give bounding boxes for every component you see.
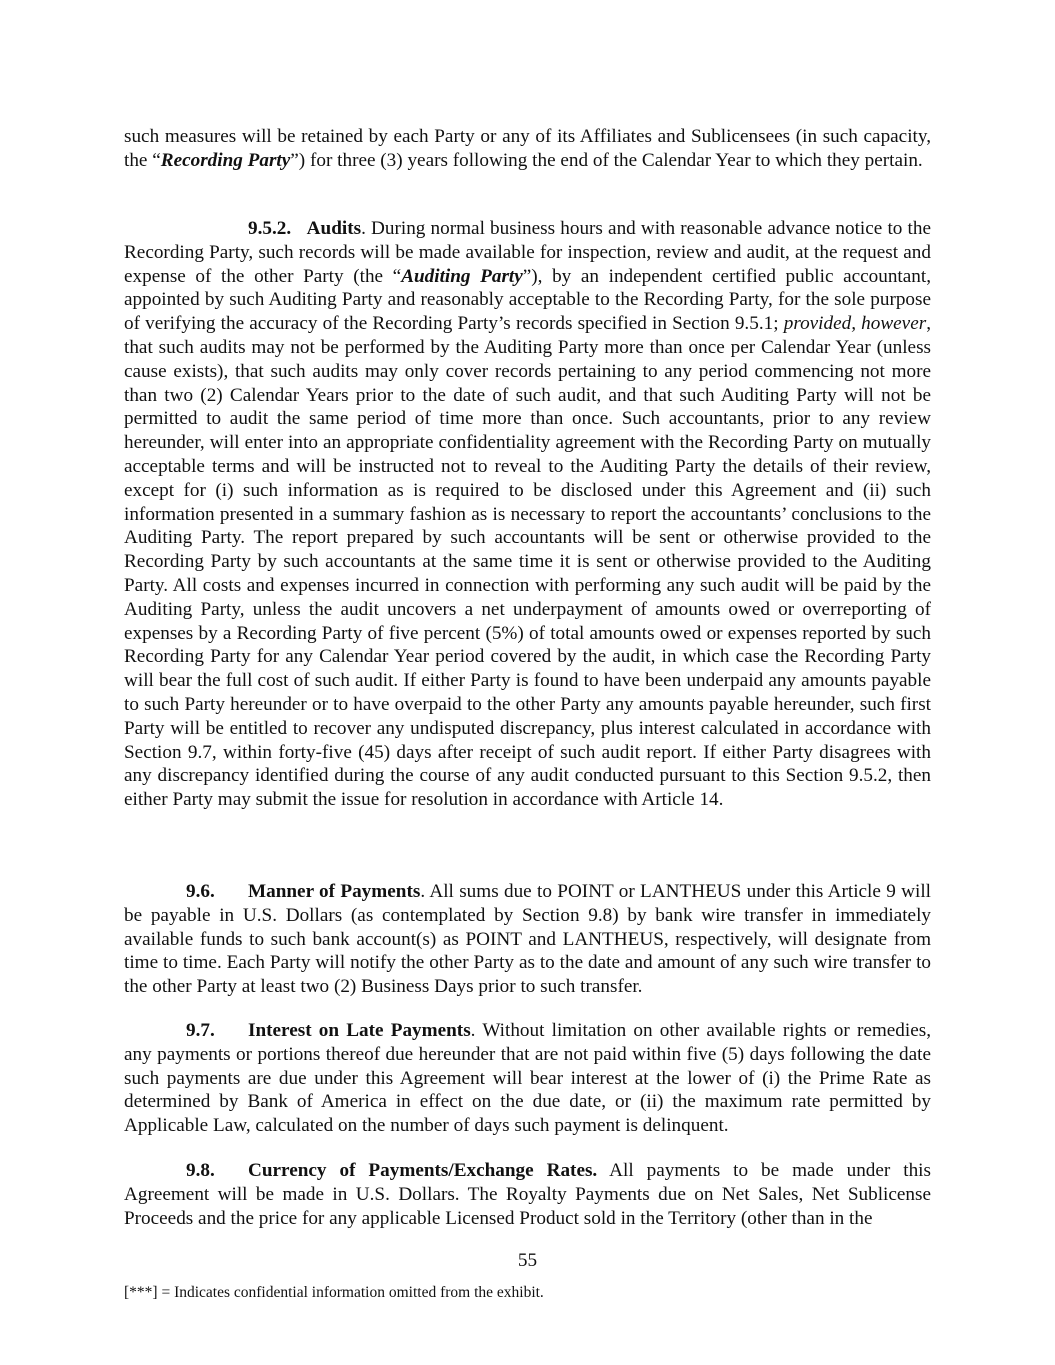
para3-text: . All sums due to POINT or LANTHEUS under this Article 9 will be payable in U.S. Dollars (as contemplated by Section 9.8) by bank wire transfer in immediately available funds to such bank account(s) as POINT and LANTHEUS, respectively, will designate from time to time. Each Party will notify the other Party as to the date and amount of any such wire transfer to the other Party at least two (2) Business Days prior to such transfer. bbox=[124, 881, 932, 998]
section-heading: Interest on Late Payments bbox=[248, 1020, 471, 1041]
section-heading: Manner of Payments bbox=[248, 881, 421, 902]
para1-text-b: ”) for three (3) years following the end of the Calendar Year to which they pertain. bbox=[290, 149, 923, 171]
section-number: 9.8. bbox=[186, 1160, 215, 1181]
para2-text-a: . During normal business hours and with reasonable advance notice to the Recording Party, such records will be made available for inspection, review and audit, at the request and expense of the other Party (the “ bbox=[124, 218, 931, 287]
page-number: 55 bbox=[517, 1250, 538, 1271]
section-9-6-manner-of-payments bbox=[124, 880, 931, 999]
para2-text-c: , that such audits may not be performed by the Auditing Party more than once per Calendar Year (unless cause exists), that such audits may only cover records pertaining to any period commencing not more than two (2) Calendar Years prior to the date of such audit, and that such Auditing Party will not be permitted to audit the same period of time more than once. Such accountants, prior to any review hereunder, will enter into an appropriate confidentiality agreement with the Recording Party on mutually acceptable terms and will be instructed not to reveal to the Auditing Party the details of their review, except for (i) such information as is required to be disclosed under this Agreement and (ii) such information presented in a summary fashion as is necessary to report the accountants’ conclusions to the Auditing Party. The report prepared by such accountants will be sent or otherwise provided to the Recording Party by such accountants at the same time it is sent or otherwise provided to the Auditing Party. All costs and expenses incurred in connection with performing any such audit will be paid by the Auditing Party, unless the audit uncovers a net underpayment of amounts owed or overreporting of expenses by a Recording Party of five percent (5%) of total amounts owed or expenses reported by such Recording Party for any Calendar Year period covered by the audit, in which case the Recording Party will bear the full cost of such audit. If either Party is found to have been underpaid any amounts payable to such Party hereunder or to have overpaid to the other Party any amounts payable hereunder, such first Party will be entitled to recover any undisputed discrepancy, plus interest calculated in accordance with Section 9.7, within forty-five (45) days after receipt of such audit report. If either Party disagrees with any discrepancy identified during the course of any audit conducted pursuant to this Section 9.5.2, then either Party may submit the issue for resolution in accordance with Article 14. bbox=[124, 313, 931, 811]
confidentiality-footnote: [***] = Indicates confidential information omitted from the exhibit. bbox=[124, 1284, 544, 1301]
para5-text: All payments to be made under this Agreement will be made in U.S. Dollars. The Royalty Payments due on Net Sales, Net Sublicense Proceeds and the price for any applicable Licensed Product sold in the Territory (other than in the bbox=[124, 1160, 931, 1229]
section-9-5-2-audits bbox=[124, 217, 931, 812]
proviso-italic: provided, however bbox=[783, 313, 927, 335]
section-heading: Currency of Payments/Exchange Rates. bbox=[248, 1160, 598, 1181]
term-recording-party: Recording Party bbox=[160, 149, 291, 171]
section-number: 9.7. bbox=[186, 1020, 215, 1041]
term-auditing-party: Auditing Party bbox=[401, 265, 523, 287]
paragraph-recording-party bbox=[124, 125, 931, 173]
section-number: 9.5.2. bbox=[248, 218, 292, 239]
para4-text: . Without limitation on other available rights or remedies, any payments or portions thereof due hereunder that are not paid within five (5) days following the date such payments are due under this Agreement will bear interest at the lower of (i) the Prime Rate as determined by Bank of America in effect on the due date, or (ii) the maximum rate permitted by Applicable Law, calculated on the number of days such payment is delinquent. bbox=[124, 1020, 931, 1137]
para2-text-b: ”), by an independent certified public accountant, appointed by such Auditing Party and reasonably acceptable to the Recording Party, for the sole purpose of verifying the accuracy of the Recording Party’s records specified in Section 9.5.1; bbox=[124, 265, 932, 335]
section-number: 9.6. bbox=[186, 881, 215, 902]
section-9-7-interest-on-late-payments bbox=[124, 1019, 931, 1138]
section-9-8-currency-of-payments bbox=[124, 1159, 931, 1230]
section-heading: Audits bbox=[306, 218, 362, 239]
para1-text-a: such measures will be retained by each Party or any of its Affiliates and Sublicensees (in such capacity, the “ bbox=[124, 126, 931, 171]
